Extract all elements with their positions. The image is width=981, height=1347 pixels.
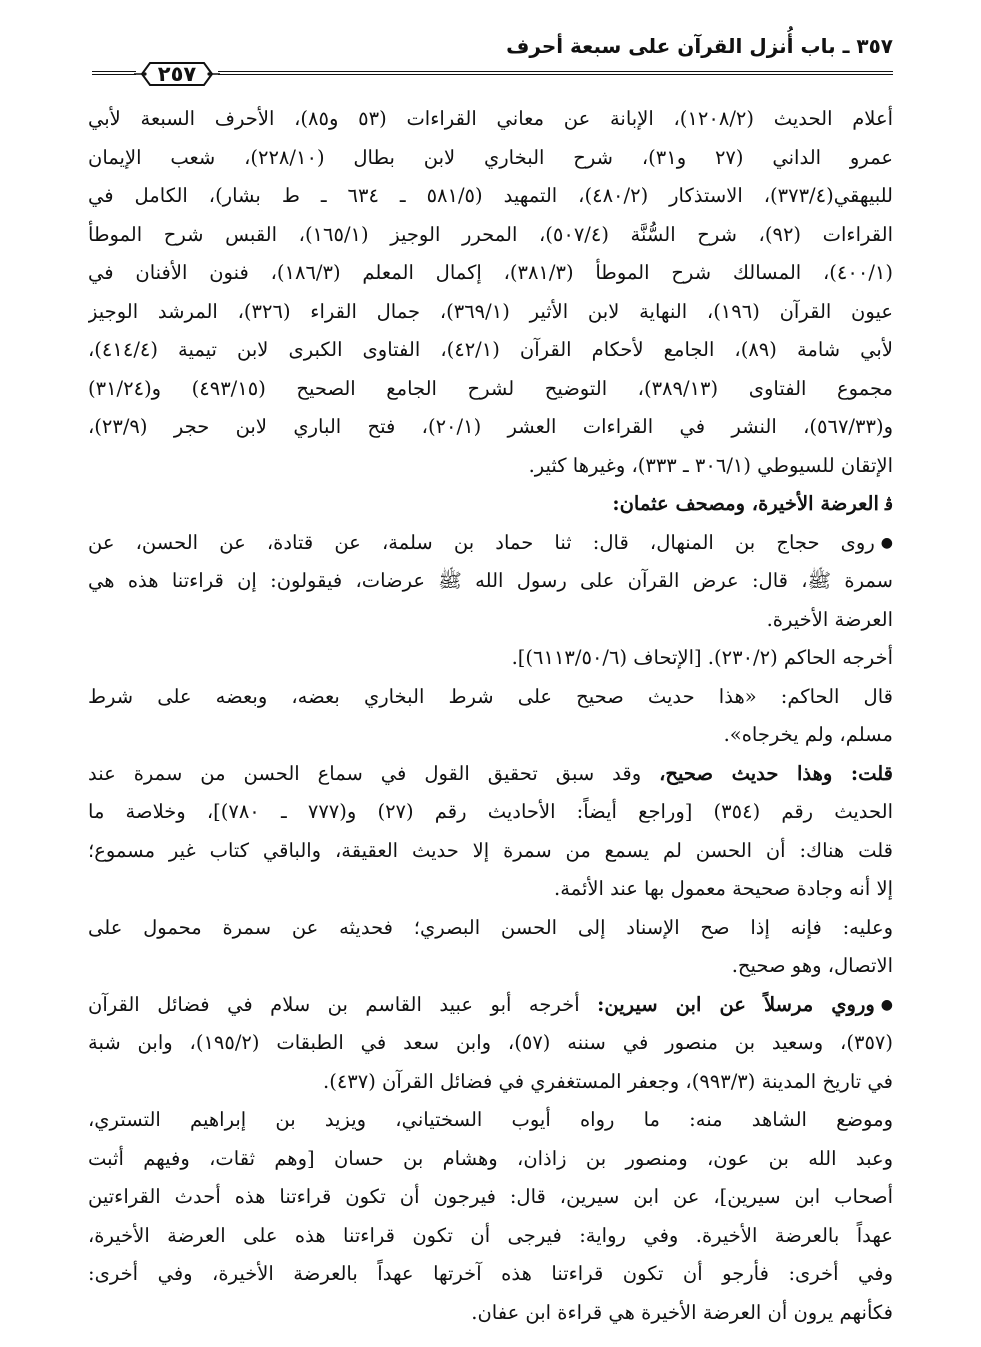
text-line: سمرة ﷺ، قال: عرض القرآن على رسول الله ﷺ عرضات، فيقولون: إن قراءتنا هذه هي (88, 569, 893, 592)
lead-phrase: قلت: وهذا حديث صحيح، (659, 761, 893, 785)
source-paragraph (88, 639, 893, 678)
body-text (88, 100, 893, 1332)
text-line: (٣٥٧)، وسعيد بن منصور في سننه (٥٧)، وابن سعد في الطبقات (١٩٥/٢)، وابن شبة (88, 1031, 893, 1054)
bullet-icon: ● (880, 996, 893, 1013)
text-line-content: روى حجاج بن المنهال، قال: ثنا حماد بن سلمة، عن قتادة، عن الحسن، عن (88, 530, 875, 554)
mursal-paragraph (88, 986, 893, 1102)
section-heading (88, 485, 893, 524)
text-line: قال الحاكم: «هذا حديث صحيح على شرط البخاري بعضه، وبعضه على شرط (88, 684, 893, 708)
text-line: عيون القرآن (١٩٦)، النهاية لابن الأثير (٣٦٩/١)، جمال القراء (٣٢٦)، المرشد الوجيز (88, 299, 893, 323)
text-line: إلا أنه وجادة صحيحة معمول بها عند الأئمة. (554, 877, 893, 900)
text-line: مجموع الفتاوى (٣٨٩/١٣)، التوضيح لشرح الجامع الصحيح (٤٩٣/١٥) و(٣١/٢٤) (88, 376, 893, 400)
text-line (88, 986, 893, 1025)
text-line: وعبد الله بن عون، ومنصور بن زاذان، وهشام بن حسان [وهم ثقات، وفيهم أثبت (88, 1146, 893, 1170)
section-mark-icon: ﭬ (884, 495, 893, 515)
text-line: أخرجه الحاكم (٢٣٠/٢). [الإتحاف (٦١١٣/٥٠/٦)]. (511, 646, 893, 669)
text-line-content: وقد سبق تحقيق القول في سماع الحسن من سمرة عند (88, 761, 642, 785)
text-line: قلت هناك: أن الحسن لم يسمع من سمرة إلا حديث العقيقة، والباقي كتاب غير مسموع؛ (88, 838, 893, 862)
text-line: وموضع الشاهد منه: ما رواه أيوب السختياني، ويزيد بن إبراهيم التستري، (88, 1108, 893, 1131)
text-line: أصحاب ابن سيرين]، عن ابن سيرين، قال: فيرجون أن تكون قراءتنا هذه أحدث القراءتين (88, 1185, 893, 1208)
text-line-content: أخرجه أبو عبيد القاسم بن سلام في فضائل القرآن (88, 992, 580, 1016)
text-line (88, 755, 893, 794)
lead-phrase: وروي مرسلاً عن ابن سيرين: (597, 992, 875, 1016)
text-line: و(٥٦٧/٣٣)، النشر في القراءات العشر (٢٠/١)، فتح الباري لابن حجر (٢٣/٩)، (88, 415, 893, 438)
text-line: وفي أخرى: فأرجو أن تكون قراءتنا هذه آخرتها عهداً بالعرضة الأخيرة، وفي أخرى: (88, 1262, 893, 1285)
section-heading-text: العرضة الأخيرة، ومصحف عثمان: (612, 492, 879, 515)
text-line: مسلم، ولم يخرجاه». (723, 723, 893, 746)
header-rule-right (218, 71, 893, 75)
text-line: لأبي شامة (٨٩)، الجامع لأحكام القرآن (٤٢/١)، الفتاوى الكبرى لابن تيمية (٤١٤/٤)، (88, 338, 893, 361)
commentary-paragraph (88, 755, 893, 909)
text-line (88, 524, 893, 563)
text-line: في تاريخ المدينة (٩٩٣/٣)، وجعفر المستغفري في فضائل القرآن (٤٣٧). (323, 1069, 893, 1093)
text-line: فكأنهم يرون أن العرضة الأخيرة هي قراءة ابن عفان. (471, 1300, 893, 1324)
bullet-icon: ● (880, 534, 893, 551)
text-line: أعلام الحديث (١٢٠٨/٢)، الإبانة عن معاني القراءات (٥٣ و٨٥)، الأحرف السبعة لأبي (88, 107, 893, 130)
text-line: عمرو الداني (٢٧ و٣١)، شرح البخاري لابن بطال (٢٢٨/١٠)، شعب الإيمان (88, 145, 893, 169)
text-line: الإتقان للسيوطي (٣٠٦/١ ـ ٣٣٣)، وغيرها كثير. (528, 453, 893, 477)
text-line: الاتصال، وهو صحيح. (731, 954, 893, 977)
text-line: العرضة الأخيرة. (766, 607, 893, 631)
text-line: القراءات (٩٢)، شرح السُّنَّة (٥٠٧/٤)، المحرر الوجيز (١٦٥/١)، القبس شرح الموطأ (88, 222, 893, 246)
narration-paragraph (88, 524, 893, 640)
text-line: عهداً بالعرضة الأخيرة. وفي رواية: فيرجى أن تكون قراءتنا هذه على العرضة الأخيرة، (88, 1223, 893, 1247)
page-number-badge (132, 57, 222, 91)
hakim-quote-paragraph (88, 678, 893, 755)
text-line: (٤٠٠/١)، المسالك شرح الموطأ (٣٨١/٣)، إكمال المعلم (١٨٦/٣)، فنون الأفنان في (88, 261, 893, 284)
conclusion-paragraph (88, 909, 893, 986)
witness-paragraph (88, 1101, 893, 1332)
page-number: ٢٥٧ (157, 62, 197, 86)
references-paragraph (88, 100, 893, 485)
text-line: للبيهقي(٣٧٣/٤)، الاستذكار (٤٨٠/٢)، التمهيد (٥٨١/٥ ـ ٦٣٤ ـ ط بشار)، الكامل في (88, 184, 893, 207)
running-header-title: ٣٥٧ ـ باب أُنزل القرآن على سبعة أحرف (506, 34, 893, 58)
text-line: وعليه: فإنه إذا صح الإسناد إلى الحسن البصري؛ فحديثه عن سمرة محمول على (88, 915, 893, 939)
header-rule-left (92, 71, 136, 75)
text-line: الحديث رقم (٣٥٤) [وراجع أيضاً: الأحاديث رقم (٢٧) و(٧٧٧ ـ ٧٨٠)]، وخلاصة ما (88, 800, 893, 823)
